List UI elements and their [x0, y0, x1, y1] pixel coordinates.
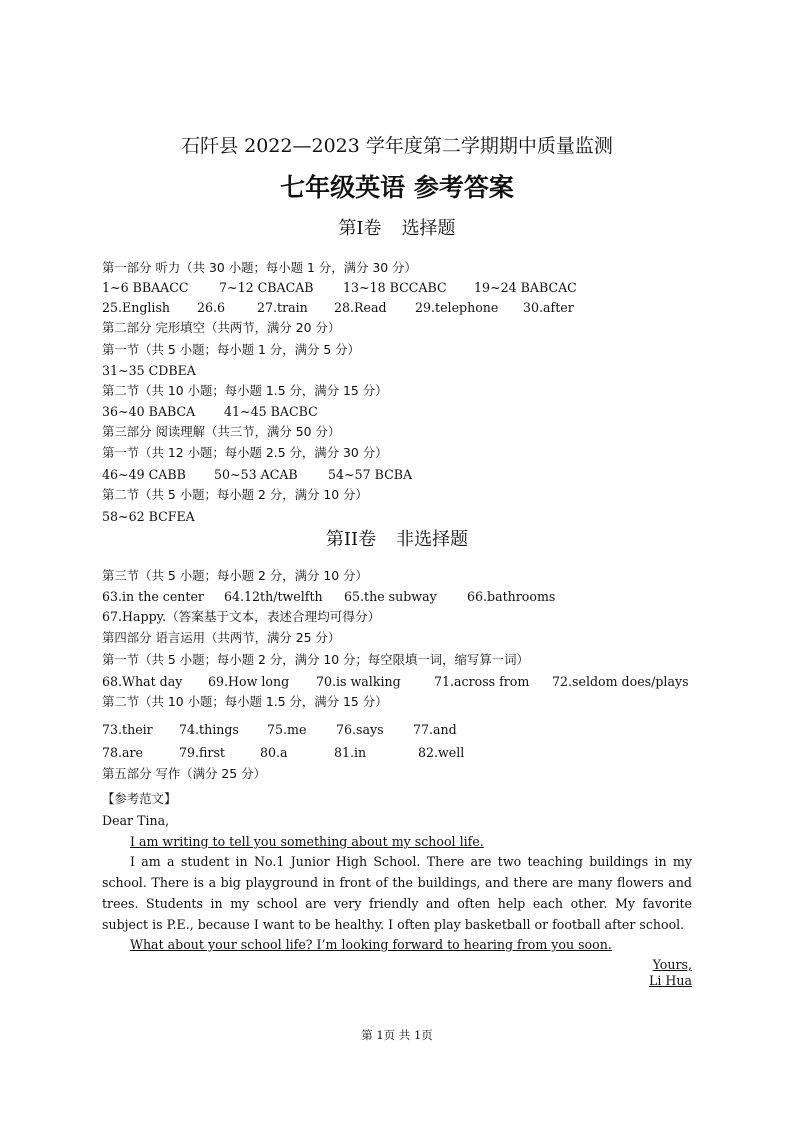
answer-item: 72.seldom does/plays [552, 674, 689, 689]
reading-section1-heading: 第一节（共 12 小题；每小题 2.5 分，满分 30 分） [102, 445, 388, 460]
answer-item: 66.bathrooms [467, 589, 556, 604]
essay-signature: Li Hua [649, 973, 692, 988]
answer-item: 26.6 [197, 300, 226, 315]
essay-opening: I am writing to tell you something about my school life. [130, 834, 484, 849]
language-section1-heading: 第一节（共 5 小题；每小题 2 分，满分 10 分；每空限填一词，缩写算一词） [102, 652, 529, 667]
answer-group: 50~53 ACAB [214, 467, 298, 482]
answer-item: 79.first [179, 745, 225, 760]
page-number: 第 1页 共 1页 [361, 1028, 433, 1042]
answer-group: 13~18 BCCABC [343, 280, 447, 295]
essay-body: I am a student in No.1 Junior High School. There are two teaching buildings in my school. There is a big playground in front of the buildings, and there are many flowers and trees. Students in my school are very friendly and often help each other. My favorite subject is P.E., because I want to be healthy. I often play basketball or football after school. [102, 854, 692, 932]
answer-group: 41~45 BACBC [224, 404, 318, 419]
part2-title-name: 非选择题 [396, 529, 469, 550]
essay-greeting: Dear Tina, [102, 813, 170, 828]
answer-item: 81.in [334, 745, 367, 760]
model-essay-label: 【参考范文】 [102, 791, 177, 806]
answer-item: 63.in the center [102, 589, 204, 604]
answer-item: 64.12th/twelfth [224, 589, 323, 604]
part1-title [0, 216, 794, 242]
language-section2-heading: 第二节（共 10 小题；每小题 1.5 分，满分 15 分） [102, 694, 388, 709]
cloze-heading: 第二部分 完形填空（共两节，满分 20 分） [102, 320, 341, 335]
answer-item: 71.across from [434, 674, 530, 689]
answer-item: 74.things [179, 722, 239, 737]
answer-group: 58~62 BCFEA [102, 509, 195, 524]
part2-title [0, 527, 794, 553]
answer-group: 54~57 BCBA [328, 467, 413, 482]
answer-item: 30.after [523, 300, 574, 315]
answer-group: 19~24 BABCAC [474, 280, 577, 295]
part1-title-roman: 第I卷 [338, 218, 382, 239]
part2-title-roman: 第II卷 [325, 529, 377, 550]
answer-group: 31~35 CDBEA [102, 363, 196, 378]
answer-item: 65.the subway [344, 589, 437, 604]
answer-item: 80.a [260, 745, 288, 760]
answer-item: 25.English [102, 300, 171, 315]
essay-opening-line [130, 832, 722, 851]
answer-item: 78.are [102, 745, 144, 760]
listening-heading: 第一部分 听力（共 30 小题；每小题 1 分，满分 30 分） [102, 260, 417, 275]
reading-section3-answer-67: 67.Happy.（答案基于文本，表述合理均可得分） [102, 609, 381, 624]
answer-item: 73.their [102, 722, 153, 737]
answer-group: 7~12 CBACAB [219, 280, 314, 295]
answer-group: 1~6 BBAACC [102, 280, 189, 295]
cloze-section1-heading: 第一节（共 5 小题；每小题 1 分，满分 5 分） [102, 342, 360, 357]
cloze-section2-heading: 第二节（共 10 小题；每小题 1.5 分，满分 15 分） [102, 383, 388, 398]
writing-heading: 第五部分 写作（满分 25 分） [102, 766, 266, 781]
answer-item: 82.well [418, 745, 465, 760]
reading-section3-heading: 第三节（共 5 小题；每小题 2 分，满分 10 分） [102, 568, 368, 583]
answer-item: 27.train [257, 300, 308, 315]
essay-closing-line [130, 935, 722, 954]
language-heading: 第四部分 语言运用（共两节，满分 25 分） [102, 630, 341, 645]
answer-group: 46~49 CABB [102, 467, 186, 482]
answer-item: 69.How long [208, 674, 290, 689]
part1-title-name: 选择题 [401, 218, 456, 239]
answer-key-title: 七年级英语 参考答案 [280, 173, 514, 202]
exam-title: 石阡县 2022—2023 学年度第二学期期中质量监测 [181, 135, 613, 157]
answer-item: 76.says [336, 722, 384, 737]
essay-closing: What about your school life? I’m looking forward to hearing from you soon. [130, 937, 612, 952]
essay-signoff: Yours, [652, 957, 692, 972]
reading-heading: 第三部分 阅读理解（共三节，满分 50 分） [102, 424, 341, 439]
answer-item: 68.What day [102, 674, 183, 689]
answer-item: 77.and [413, 722, 457, 737]
answer-group: 36~40 BABCA [102, 404, 196, 419]
answer-item: 28.Read [334, 300, 387, 315]
answer-item: 29.telephone [415, 300, 499, 315]
answer-item: 70.is walking [316, 674, 401, 689]
reading-section2-heading: 第二节（共 5 小题；每小题 2 分，满分 10 分） [102, 487, 368, 502]
answer-item: 75.me [267, 722, 307, 737]
